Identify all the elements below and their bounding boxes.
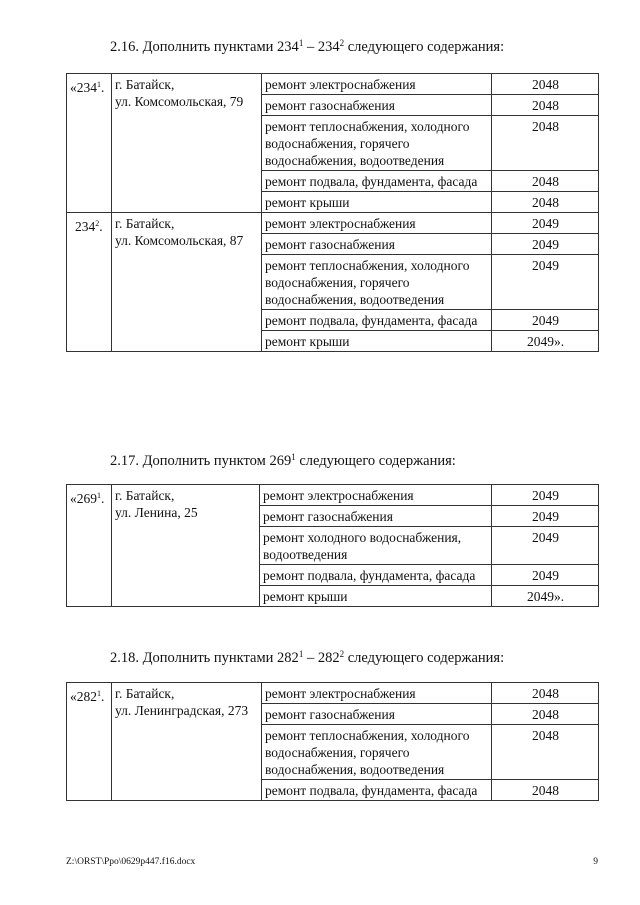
repair-work-type: ремонт электроснабжения xyxy=(262,683,492,704)
item-number-suffix: . xyxy=(99,219,103,234)
repair-year: 2049 xyxy=(492,213,599,234)
repair-work-type: ремонт теплоснабжения, холодного водоснабжения, горячего водоснабжения, водоотведения xyxy=(262,116,492,171)
repair-work-type: ремонт подвала, фундамента, фасада xyxy=(262,310,492,331)
heading-superscript: 1 xyxy=(298,649,304,659)
address-line: ул. Ленинградская, 273 xyxy=(115,703,249,718)
repair-year: 2049 xyxy=(492,234,599,255)
repair-work-type: ремонт газоснабжения xyxy=(260,506,492,527)
repair-work-type: ремонт теплоснабжения, холодного водоснабжения, горячего водоснабжения, водоотведения xyxy=(262,255,492,310)
table-row xyxy=(67,213,599,234)
amendment-table-2-18 xyxy=(66,682,599,801)
table-row xyxy=(67,485,599,506)
repair-year: 2048 xyxy=(492,95,599,116)
item-number-text: «269 xyxy=(70,491,97,506)
repair-year: 2048 xyxy=(492,683,599,704)
item-number-superscript: 1 xyxy=(97,491,101,500)
address-line: г. Батайск, xyxy=(115,488,175,503)
repair-year: 2048 xyxy=(492,74,599,95)
repair-work-type: ремонт крыши xyxy=(262,331,492,352)
repair-work-type: ремонт газоснабжения xyxy=(262,95,492,116)
address-line: ул. Комсомольская, 87 xyxy=(115,233,244,248)
repair-work-type: ремонт крыши xyxy=(262,192,492,213)
repair-work-type: ремонт теплоснабжения, холодного водоснабжения, горячего водоснабжения, водоотведения xyxy=(262,725,492,780)
heading-superscript: 1 xyxy=(291,452,296,462)
table-row xyxy=(67,683,599,704)
item-number-text: «282 xyxy=(70,689,97,704)
repair-year: 2049 xyxy=(492,310,599,331)
item-number xyxy=(67,683,112,801)
repair-year: 2048 xyxy=(492,780,599,801)
address-cell xyxy=(112,213,262,352)
heading-text: 2.17. Дополнить пунктом 269 xyxy=(110,453,292,469)
repair-year: 2049 xyxy=(492,255,599,310)
heading-text: следующего содержания: xyxy=(344,650,505,666)
repair-year: 2049 xyxy=(492,565,599,586)
repair-work-type: ремонт подвала, фундамента, фасада xyxy=(262,780,492,801)
repair-work-type: ремонт подвала, фундамента, фасада xyxy=(262,171,492,192)
heading-text: – 234 xyxy=(303,39,340,55)
amendment-table-2-16 xyxy=(66,73,599,352)
item-number xyxy=(67,485,112,607)
repair-year: 2048 xyxy=(492,192,599,213)
heading-text: – 282 xyxy=(303,650,340,666)
heading-text: следующего содержания: xyxy=(295,453,456,469)
address-cell xyxy=(112,485,260,607)
heading-superscript: 2 xyxy=(339,38,345,48)
repair-year: 2048 xyxy=(492,704,599,725)
repair-work-type: ремонт газоснабжения xyxy=(262,234,492,255)
repair-year: 2048 xyxy=(492,171,599,192)
item-number-text: 234 xyxy=(75,219,96,234)
address-line: г. Батайск, xyxy=(115,216,175,231)
heading-superscript: 1 xyxy=(298,38,304,48)
repair-work-type: ремонт электроснабжения xyxy=(262,213,492,234)
repair-year: 2049». xyxy=(492,586,599,607)
item-number xyxy=(67,74,112,213)
repair-work-type: ремонт газоснабжения xyxy=(262,704,492,725)
address-cell xyxy=(112,683,262,801)
heading-text: 2.16. Дополнить пунктами 234 xyxy=(110,39,299,55)
repair-work-type: ремонт подвала, фундамента, фасада xyxy=(260,565,492,586)
section-heading-2-16 xyxy=(110,38,504,56)
heading-superscript: 2 xyxy=(339,649,345,659)
item-number-suffix: . xyxy=(101,689,105,704)
address-line: г. Батайск, xyxy=(115,77,175,92)
repair-work-type: ремонт крыши xyxy=(260,586,492,607)
repair-year: 2048 xyxy=(492,116,599,171)
repair-year: 2049 xyxy=(492,527,599,565)
table-row xyxy=(67,74,599,95)
address-line: г. Батайск, xyxy=(115,686,175,701)
section-heading-2-17 xyxy=(110,452,456,470)
repair-year: 2049 xyxy=(492,506,599,527)
item-number-superscript: 2 xyxy=(95,219,100,228)
item-number-superscript: 1 xyxy=(97,80,101,89)
item-number-superscript: 1 xyxy=(97,689,101,698)
heading-text: следующего содержания: xyxy=(344,39,505,55)
item-number-suffix: . xyxy=(101,491,105,506)
item-number-text: «234 xyxy=(70,80,97,95)
footer-file-path: Z:\ORST\Ppo\0629p447.f16.docx xyxy=(66,857,196,867)
item-number-suffix: . xyxy=(101,80,105,95)
repair-work-type: ремонт электроснабжения xyxy=(260,485,492,506)
item-number xyxy=(67,213,112,352)
amendment-table-2-17 xyxy=(66,484,599,607)
footer-page-number: 9 xyxy=(593,857,598,867)
section-heading-2-18 xyxy=(110,649,504,667)
repair-year: 2048 xyxy=(492,725,599,780)
address-cell xyxy=(112,74,262,213)
address-line: ул. Ленина, 25 xyxy=(115,505,198,520)
repair-year: 2049». xyxy=(492,331,599,352)
repair-work-type: ремонт электроснабжения xyxy=(262,74,492,95)
heading-text: 2.18. Дополнить пунктами 282 xyxy=(110,650,299,666)
repair-year: 2049 xyxy=(492,485,599,506)
repair-work-type: ремонт холодного водоснабжения, водоотведения xyxy=(260,527,492,565)
address-line: ул. Комсомольская, 79 xyxy=(115,94,244,109)
